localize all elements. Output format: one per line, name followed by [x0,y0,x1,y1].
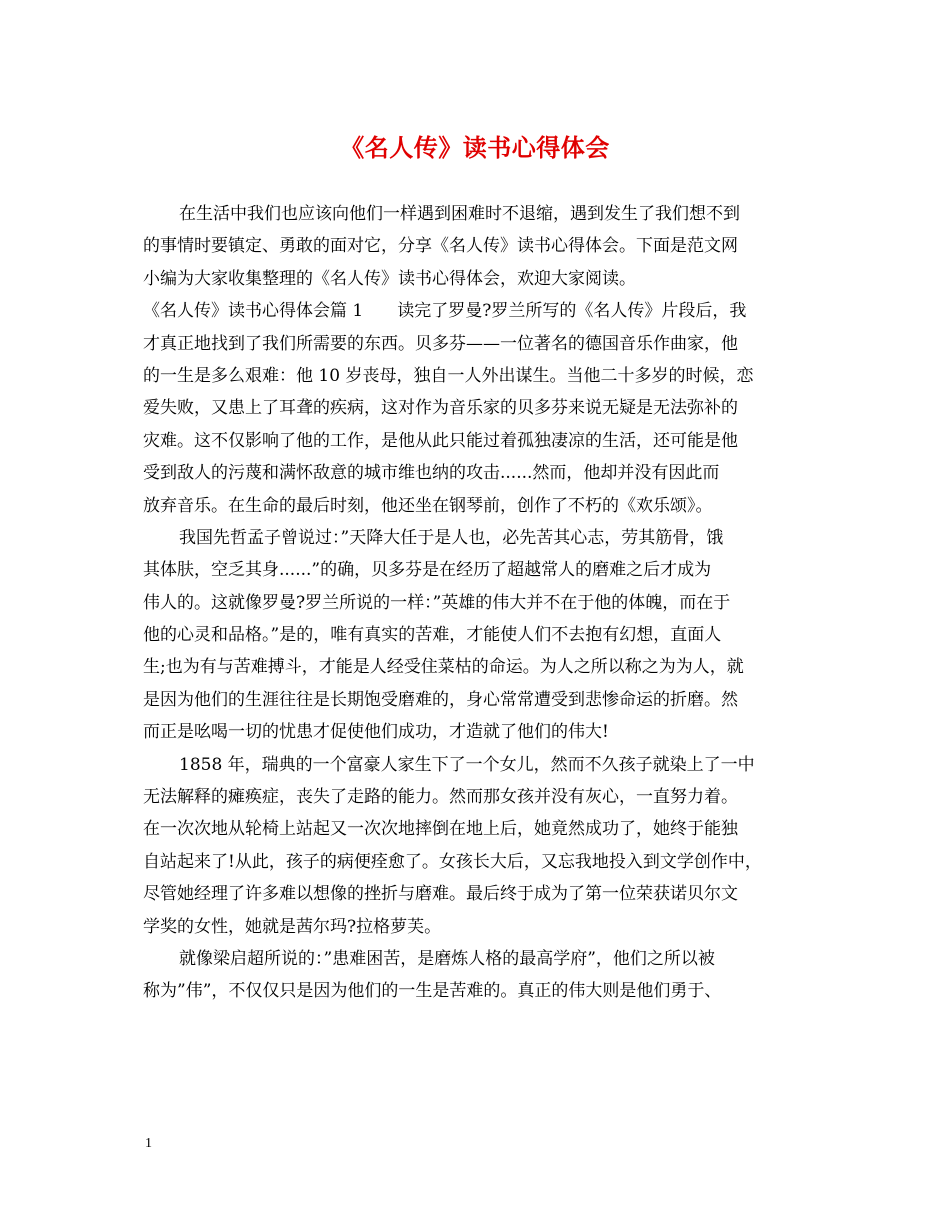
document-body [143,198,810,1008]
body-line: 他的心灵和品格。”是的，唯有真实的苦难，才能使人们不去抱有幻想，直面人 [143,625,722,646]
body-line: 就像梁启超所说的：”患难困苦，是磨炼人格的最高学府”，他们之所以被 [179,948,715,969]
body-line: 无法解释的瘫痪症，丧失了走路的能力。然而那女孩并没有灰心，一直努力着。 [143,787,738,808]
body-line: 尽管她经理了许多难以想像的挫折与磨难。最后终于成为了第一位荣获诺贝尔文 [143,884,738,905]
body-line: 自站起来了!从此，孩子的病便痊愈了。女孩长大后，又忘我地投入到文学创作中， [143,851,762,872]
body-line: 在一次次地从轮椅上站起又一次次地摔倒在地上后，她竟然成功了，她终于能独 [143,819,738,840]
body-line: 是因为他们的生涯往往是长期饱受磨难的，身心常常遭受到悲惨命运的折磨。然 [143,689,738,710]
body-line: 学奖的女性，她就是茜尔玛?拉格萝芙。 [143,916,442,937]
document-title: 《名人传》读书心得体会 [340,133,610,162]
body-line: 灾难。这不仅影响了他的工作，是他从此只能过着孤独凄凉的生活，还可能是他 [143,430,738,451]
body-line: 爱失败，又患上了耳聋的疾病，这对作为音乐家的贝多芬来说无疑是无法弥补的 [143,398,738,419]
body-line: 受到敌人的污蔑和满怀敌意的城市维也纳的攻击......然而，他却并没有因此而 [143,463,720,484]
body-line: 而正是吆喝一切的忧患才促使他们成功，才造就了他们的伟大! [143,722,609,743]
body-line: 的一生是多么艰难：他 10 岁丧母，独自一人外出谋生。当他二十多岁的时候，恋 [143,365,754,386]
body-line: 《名人传》读书心得体会篇 1 读完了罗曼?罗兰所写的《名人传》片段后，我 [143,301,747,322]
body-line: 小编为大家收集整理的《名人传》读书心得体会，欢迎大家阅读。 [143,268,636,289]
body-line: 才真正地找到了我们所需要的东西。贝多芬——一位著名的德国音乐作曲家，他 [143,333,738,354]
body-line: 伟人的。这就像罗曼?罗兰所说的一样：”英雄的伟大并不在于他的体魄，而在于 [143,592,731,613]
body-line: 我国先哲孟子曾说过：”天降大任于是人也，必先苦其心志，劳其筋骨，饿 [179,527,724,548]
page-number: 1 [145,1136,152,1151]
body-line: 称为”伟”，不仅仅只是因为他们的一生是苦难的。真正的伟大则是他们勇于、 [143,981,722,1002]
body-line: 放弃音乐。在生命的最后时刻，他还坐在钢琴前，创作了不朽的《欢乐颂》。 [143,495,713,516]
body-line: 1858 年，瑞典的一个富豪人家生下了一个女儿，然而不久孩子就染上了一中 [179,754,755,775]
body-line: 生;也为有与苦难搏斗，才能是人经受住菜枯的命运。为人之所以称之为为人，就 [143,657,744,678]
body-line: 其体肤，空乏其身......”的确，贝多芬是在经历了超越常人的磨难之后才成为 [143,560,712,581]
body-line: 在生活中我们也应该向他们一样遇到困难时不退缩，遇到发生了我们想不到 [179,204,740,224]
body-line: 的事情时要镇定、勇敢的面对它，分享《名人传》读书心得体会。下面是范文网 [143,236,738,257]
